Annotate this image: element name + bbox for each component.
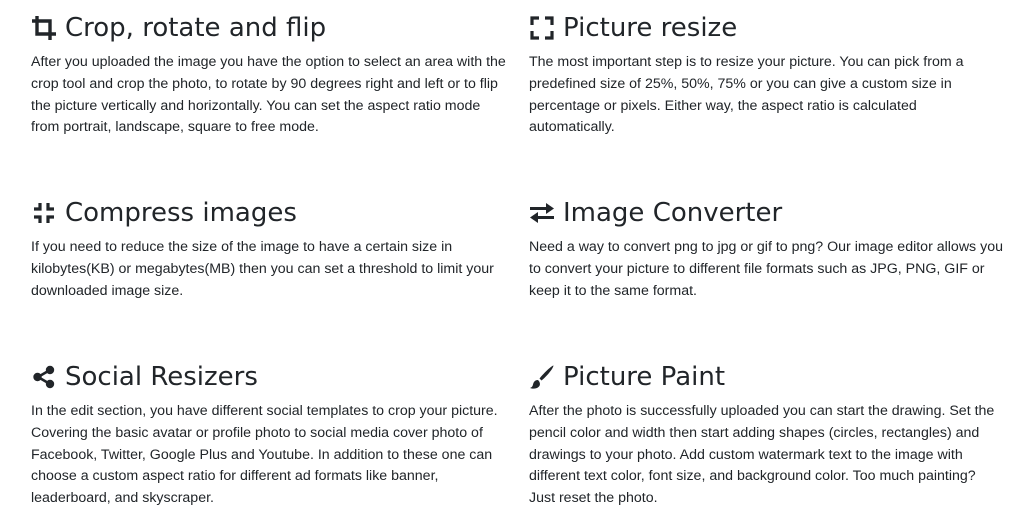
feature-title-resize bbox=[529, 12, 1004, 44]
feature-title-text: Crop, rotate and flip bbox=[65, 13, 327, 43]
feature-resize bbox=[529, 12, 1004, 139]
feature-title-text: Picture resize bbox=[563, 13, 738, 43]
feature-converter bbox=[529, 197, 1004, 302]
compress-icon bbox=[31, 200, 57, 226]
feature-description: If you need to reduce the size of the image to have a certain size in kilobytes(KB) or megabytes(MB) then you can set a threshold to limit your downloaded image size. bbox=[31, 239, 494, 299]
expand-icon bbox=[529, 15, 555, 41]
crop-icon bbox=[31, 15, 57, 41]
feature-description: Need a way to convert png to jpg or gif to png? Our image editor allows you to convert your picture to different file formats such as JPG, PNG, GIF or keep it to the same format. bbox=[529, 239, 1003, 299]
feature-description: The most important step is to resize your picture. You can pick from a predefined size of 25%, 50%, 75% or you can give a custom size in percentage or pixels. Either way, the aspect ratio is calculated automatically. bbox=[529, 54, 964, 136]
feature-description: In the edit section, you have different social templates to crop your picture. Covering the basic avatar or profile photo to social media cover photo of Facebook, Twitter, Google Plus and Youtube. In addition to these one can choose a custom aspect ratio for different ad formats like banner, leaderboard, and skyscraper. bbox=[31, 403, 498, 507]
feature-compress bbox=[31, 197, 506, 302]
feature-title-social bbox=[31, 361, 506, 393]
feature-title-text: Social Resizers bbox=[65, 362, 258, 392]
paint-brush-icon bbox=[529, 364, 555, 390]
feature-title-crop bbox=[31, 12, 506, 44]
share-icon bbox=[31, 364, 57, 390]
feature-description: After the photo is successfully uploaded you can start the drawing. Set the pencil color and width then start adding shapes (circles, rectangles) and drawings to your photo. Add custom watermark text to the image with different text color, font size, and background color. Too much painting? Just reset the photo. bbox=[529, 403, 995, 507]
feature-title-converter bbox=[529, 197, 1004, 229]
feature-title-text: Image Converter bbox=[563, 198, 783, 228]
feature-crop bbox=[31, 12, 506, 139]
feature-social bbox=[31, 361, 506, 510]
exchange-icon bbox=[529, 200, 555, 226]
feature-title-paint bbox=[529, 361, 1004, 393]
feature-title-text: Compress images bbox=[65, 198, 297, 228]
feature-title-compress bbox=[31, 197, 506, 229]
feature-description: After you uploaded the image you have the option to select an area with the crop tool and crop the photo, to rotate by 90 degrees right and left or to flip the picture vertically and horizontally. You can set the aspect ratio mode from portrait, landscape, square to free mode. bbox=[31, 54, 506, 136]
feature-title-text: Picture Paint bbox=[563, 362, 726, 392]
feature-paint bbox=[529, 361, 1004, 510]
